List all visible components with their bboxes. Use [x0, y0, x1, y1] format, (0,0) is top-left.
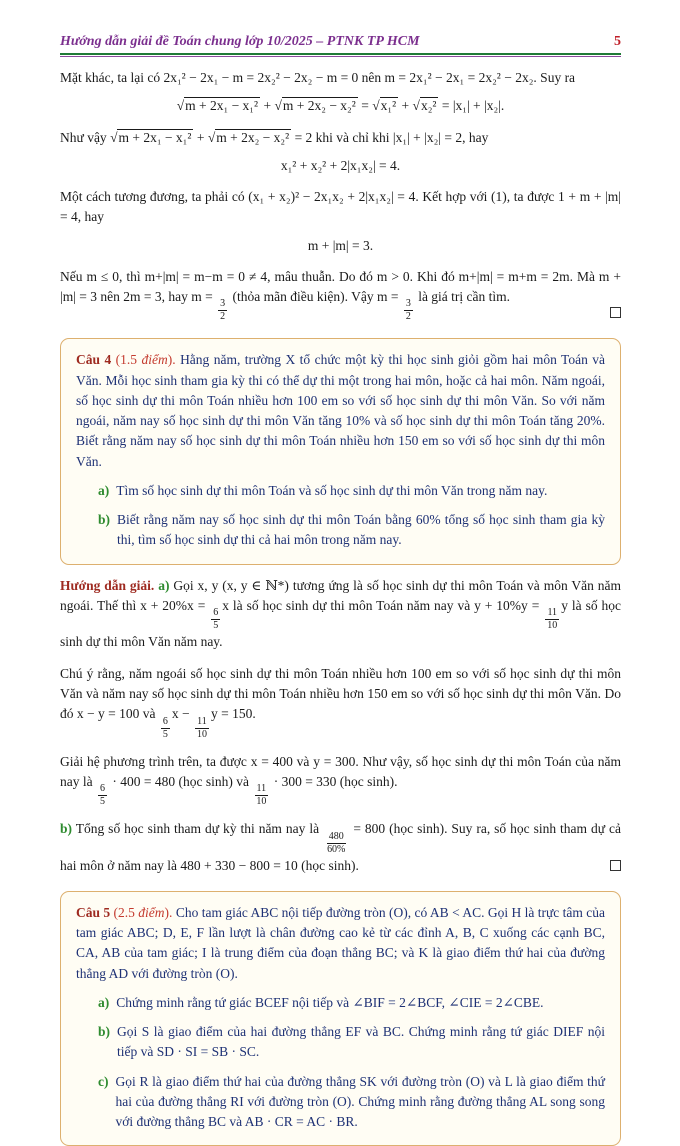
math-text: =	[361, 98, 369, 114]
solution4-part-b	[60, 819, 621, 876]
display-equation-1	[60, 96, 621, 116]
math-text: +	[263, 98, 272, 114]
sqrt-term: √ m + 2x₁ − x₁²	[110, 129, 193, 145]
math-text: y là số học sinh dự thi môn Văn năm nay.	[60, 597, 621, 650]
math-text: Mặt khác, ta lại có 2x₁² − 2x₁ − m = 2x₂² − 2x₂ − m = 0 nên m = 2x₁² − 2x₁ = 2x₂² − 2x₂. Suy ra	[60, 70, 576, 85]
page-number: 5	[614, 34, 621, 49]
math-text: · 300 = 330 (học sinh).	[273, 773, 398, 789]
math-text: y = 150.	[210, 706, 256, 722]
problem5-points: (2.5 điểm).	[113, 904, 173, 920]
fraction: $\frac{3}{2}$	[220, 298, 226, 323]
solution3-paragraph-2	[60, 128, 621, 148]
math-text: m + |m| = 3.	[307, 237, 374, 253]
problem5-statement	[76, 903, 605, 984]
solution-heading: Hướng dẫn giải.	[60, 577, 155, 593]
fraction: $\frac{6}{5}$	[162, 715, 168, 740]
problem5-label: Câu 5	[76, 904, 111, 920]
problem4-item-a	[76, 481, 605, 501]
header-title: Hướng dẫn giải đề Toán chung lớp 10/2025 – PTNK TP HCM	[60, 34, 420, 49]
math-text: +	[196, 129, 205, 145]
page-header	[60, 34, 621, 57]
display-equation-2	[60, 156, 621, 176]
math-text: x là số học sinh dự thi môn Toán năm nay và y + 10%y =	[222, 597, 540, 613]
statement-text: Hằng năm, trường X tổ chức một kỳ thi học sinh giỏi gồm hai môn Toán và Văn. Mỗi học sinh tham gia kỳ thi có thể dự thi một trong hai môn, hoặc cả hai môn. Năm ngoái, số học sinh dự thi môn Toán nhiều hơn 100 em so với số học sinh dự thi môn Văn. So với năm ngoái, năm nay số học sinh dự thi môn Văn tăng 10% và số học sinh dự thi môn Toán tăng 20%. Biết rằng năm nay số học sinh dự thi môn Toán nhiều hơn 150 em so với số học sinh dự thi môn Văn.	[76, 352, 606, 469]
math-text: Giải hệ phương trình trên, ta được x = 400 và y = 300. Như vậy, số học sinh dự thi môn Toán của năm nay là	[60, 753, 621, 789]
item-text: Tìm số học sinh dự thi môn Toán và số học sinh dự thi môn Văn trong năm nay.	[116, 482, 548, 498]
solution4-solve	[60, 752, 621, 809]
fraction: $\frac{6}{5}$	[213, 607, 219, 632]
sqrt-term: √ m + 2x₂ − x₂²	[208, 129, 291, 145]
math-text: +	[401, 98, 410, 114]
statement-text: Cho tam giác ABC nội tiếp đường tròn (O), có AB < AC. Gọi H là trực tâm của tam giác ABC; D, E, F lần lượt là chân đường cao kẻ từ các đỉnh A, B, C xuống các cạnh BC, CA, AB của tam giác; I là trung điểm của đoạn thẳng BC; và K là giao điểm thứ hai của đường thẳng AD với đường tròn (O).	[76, 904, 606, 981]
math-text: Gọi x, y (x, y ∈ ℕ*) tương ứng là số học sinh dự thi môn Toán và môn Văn năm ngoái. Thế thì x + 20%x =	[60, 577, 622, 613]
qed-square	[610, 860, 621, 871]
problem4-item-b	[76, 510, 605, 551]
problem4-statement	[76, 350, 605, 472]
header-rule-green	[60, 53, 621, 55]
math-text: là giá trị cần tìm.	[418, 289, 511, 304]
display-equation-3	[60, 236, 621, 256]
solution3-paragraph-4	[60, 267, 621, 324]
problem4-label: Câu 4	[76, 352, 112, 368]
math-text: = |x₁| + |x₂|.	[441, 98, 505, 114]
item-label: a)	[98, 482, 110, 498]
fraction: $\frac{11}{10}$	[547, 607, 558, 632]
problem5-item-b	[76, 1022, 605, 1063]
math-text: x −	[171, 706, 190, 722]
math-text: Một cách tương đương, ta phải có (x₁ + x₂)² − 2x₁x₂ + 2|x₁x₂| = 4. Kết hợp với (1), ta được 1 + m + |m| = 4, hay	[60, 189, 621, 225]
sqrt-term: √ m + 2x₂ − x₂²	[274, 97, 357, 113]
item-text: Biết rằng năm nay số học sinh dự thi môn Toán bằng 60% tổng số học sinh tham gia kỳ thi, tìm số học sinh dự thi cả hai môn trong năm nay.	[117, 512, 605, 548]
math-text: = 2 khi và chỉ khi |x₁| + |x₂| = 2, hay	[294, 129, 489, 145]
sqrt-term: √ x₂²	[413, 97, 439, 113]
item-label: b)	[98, 1024, 111, 1040]
item-text: Gọi S là giao điểm của hai đường thẳng EF và BC. Chứng minh rằng tứ giác DIEF nội tiếp và SD · SI = SB · SC.	[117, 1024, 605, 1060]
math-text: Như vậy	[60, 129, 107, 145]
item-text: Gọi R là giao điểm thứ hai của đường thẳng SK với đường tròn (O) và L là giao điểm thứ hai của đường thẳng RI với đường tròn (O). Chứng minh rằng đường thẳng AL song song với đường thẳng BC và AB · CR = AC · BR.	[115, 1073, 605, 1130]
problem-box-5	[60, 891, 621, 1146]
fraction: $\frac{480}{60\%}$	[327, 830, 346, 855]
fraction: $\frac{3}{2}$	[405, 298, 411, 323]
item-text: Chứng minh rằng tứ giác BCEF nội tiếp và ∠BIF = 2∠BCF, ∠CIE = 2∠CBE.	[116, 994, 544, 1010]
fraction: $\frac{11}{10}$	[256, 783, 267, 808]
math-text: Nếu m ≤ 0, thì m+|m| = m−m = 0 ≠ 4, mâu thuẫn. Do đó m > 0. Khi đó m+|m| = m+m = 2m. Mà m + |m| = 3 nên 2m = 3, hay m =	[60, 268, 621, 304]
math-text: Tổng số học sinh tham dự kỳ thi năm nay là	[75, 821, 320, 837]
math-text: · 400 = 480 (học sinh) và	[112, 773, 249, 789]
item-label: b)	[98, 512, 111, 528]
problem5-item-c	[76, 1072, 605, 1133]
sqrt-term: √ m + 2x₁ − x₁²	[177, 97, 260, 113]
item-label: a)	[98, 994, 110, 1010]
item-label: b)	[60, 821, 73, 837]
math-text: x₁² + x₂² + 2|x₁x₂| = 4.	[280, 157, 401, 173]
math-text: (thỏa mãn điều kiện). Vậy m =	[232, 289, 399, 304]
qed-square	[610, 307, 621, 318]
solution3-paragraph-3	[60, 187, 621, 228]
solution3-paragraph-1	[60, 68, 621, 88]
math-text: Chú ý rằng, năm ngoái số học sinh dự thi môn Toán nhiều hơn 100 em so với số học sinh dự thi môn Văn và năm nay số học sinh dự thi môn Toán nhiều hơn 150 em so với số học sinh dự thi môn Văn. Do đó x − y = 100 và	[60, 665, 621, 722]
solution4-note	[60, 664, 621, 741]
math-text: = 800 (học sinh). Suy ra, số học sinh tham dự cả hai môn ở năm nay là 480 + 330 − 800 = 10 (học sinh).	[60, 821, 622, 873]
fraction: $\frac{11}{10}$	[196, 715, 207, 740]
problem4-points: (1.5 điểm).	[115, 352, 176, 368]
solution4-part-a	[60, 576, 621, 653]
header-rule-purple	[60, 56, 621, 57]
fraction: $\frac{6}{5}$	[100, 783, 105, 808]
item-label: c)	[98, 1073, 109, 1089]
problem5-item-a	[76, 993, 605, 1013]
problem-box-4	[60, 338, 621, 564]
item-label: a)	[158, 577, 170, 593]
sqrt-term: √ x₁²	[372, 97, 398, 113]
content	[60, 68, 621, 1146]
